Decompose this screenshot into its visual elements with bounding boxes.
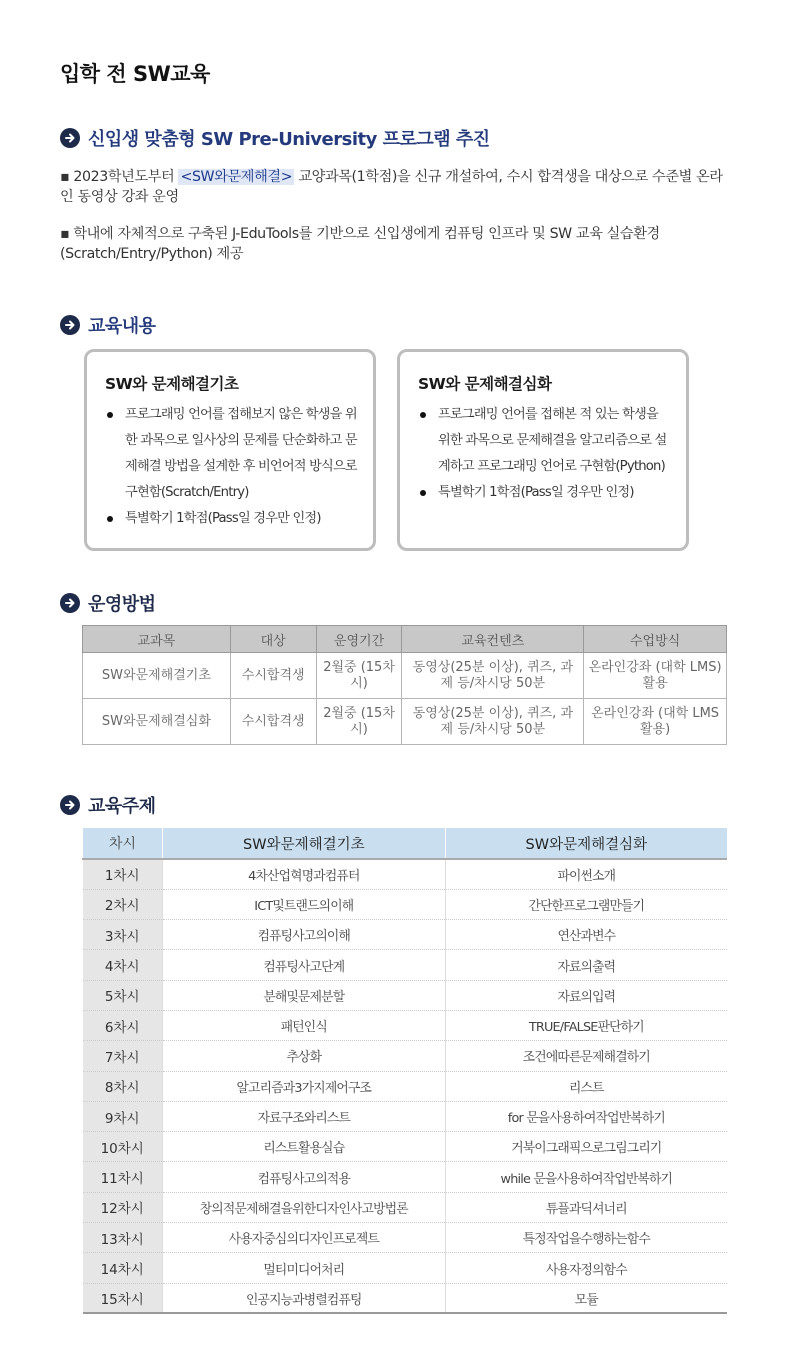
table-row [83,1223,728,1253]
operation-table [82,625,727,745]
table-row [83,1101,728,1131]
topic-cell: 간단한프로그램만들기 [445,889,727,919]
section-heading-text: 신입생 맞춤형 SW Pre-University 프로그램 추진 [88,129,490,150]
course-card-advanced [397,349,689,551]
session-cell: 6차시 [83,1010,163,1040]
table-row [83,889,728,919]
table-cell: 수시합격생 [230,653,316,699]
session-cell: 5차시 [83,980,163,1010]
topic-cell: 컴퓨팅사고단계 [162,950,445,980]
section-heading-text: 운영방법 [88,594,156,615]
session-cell: 4차시 [83,950,163,980]
table-row [83,1132,728,1162]
table-header-row [83,626,727,653]
section-heading-method [60,590,156,616]
topic-cell: 분해및문제분할 [162,980,445,1010]
topic-cell: 멀티미디어처리 [162,1253,445,1283]
header-cell: 교과목 [83,626,231,653]
header-cell: 교육컨텐츠 [402,626,584,653]
topic-cell: 4차산업혁명과컴퓨터 [162,859,445,889]
topic-cell: 컴퓨팅사고의적용 [162,1162,445,1192]
topic-cell: 거북이그래픽으로그림그리기 [445,1132,727,1162]
para1-suffix: 교양과목(1학점)을 신규 개설하여, 수시 합격생을 대상으로 수준별 온라인 동영상 강좌 운영 [60,169,723,205]
table-cell: 2월중 (15차시) [316,699,402,745]
topic-cell: 자료의출력 [445,950,727,980]
session-cell: 15차시 [83,1283,163,1313]
card-bullet: 특별학기 1학점(Pass일 경우만 인정) [105,506,359,532]
session-cell: 7차시 [83,1041,163,1071]
table-cell: 수시합격생 [230,699,316,745]
topic-cell: 사용자중심의디자인프로젝트 [162,1223,445,1253]
card-bullet-list [105,402,359,532]
table-row [83,653,727,699]
course-name-highlight: <SW와문제해결> [180,169,293,185]
table-row [83,920,728,950]
header-cell: 운영기간 [316,626,402,653]
session-cell: 8차시 [83,1071,163,1101]
topic-cell: 패턴인식 [162,1010,445,1040]
table-row [83,1010,728,1040]
topic-cell: 창의적문제해결을위한디자인사고방법론 [162,1192,445,1222]
section-heading-text: 교육내용 [88,316,156,337]
session-cell: 14차시 [83,1253,163,1283]
card-bullet: 특별학기 1학점(Pass일 경우만 인정) [418,480,672,506]
session-cell: 2차시 [83,889,163,919]
card-title: SW와 문제해결기초 [105,375,239,393]
course-card-basic [84,349,376,551]
section-heading-topics [60,792,156,818]
header-cell: SW와문제해결심화 [445,828,727,859]
topic-cell: 특정작업을수행하는함수 [445,1223,727,1253]
table-row [83,1071,728,1101]
arrow-circle-icon [60,315,80,335]
topic-cell: while 문을사용하여작업반복하기 [445,1162,727,1192]
topic-cell: 리스트 [445,1071,727,1101]
arrow-circle-icon [60,795,80,815]
topic-cell: 추상화 [162,1041,445,1071]
section-heading-text: 교육주제 [88,796,156,817]
program-paragraph-1 [60,167,730,207]
topic-cell: 사용자정의함수 [445,1253,727,1283]
topic-cell: TRUE/FALSE판단하기 [445,1010,727,1040]
card-bullet-list [418,402,672,506]
table-cell: 동영상(25분 이상), 퀴즈, 과제 등/차시당 50분 [402,699,584,745]
table-cell: SW와문제해결기초 [83,653,231,699]
program-paragraph-2: ▪ 학내에 자체적으로 구축된 J-EduTools를 기반으로 신입생에게 컴퓨팅 인프라 및 SW 교육 실습환경(Scratch/Entry/Python) 제공 [60,226,660,262]
topics-table [82,828,727,1314]
session-cell: 10차시 [83,1132,163,1162]
topic-cell: 파이썬소개 [445,859,727,889]
para1-prefix: ▪ 2023학년도부터 [60,169,179,185]
topic-cell: 조건에따른문제해결하기 [445,1041,727,1071]
arrow-circle-icon [60,128,80,148]
topic-cell: 컴퓨팅사고의이해 [162,920,445,950]
session-cell: 9차시 [83,1101,163,1131]
topic-cell: 연산과변수 [445,920,727,950]
arrow-circle-icon [60,593,80,613]
card-bullet: 프로그래밍 언어를 접해보지 않은 학생을 위한 과목으로 일사상의 문제를 단순화하고 문제해결 방법을 설계한 후 비언어적 방식으로 구현함(Scratch/Entry) [105,402,359,506]
session-cell: 1차시 [83,859,163,889]
card-title: SW와 문제해결심화 [418,375,552,393]
topic-cell: 모듈 [445,1283,727,1313]
table-cell: SW와문제해결심화 [83,699,231,745]
section-heading-program [60,125,490,151]
topic-cell: 알고리즘과3가지제어구조 [162,1071,445,1101]
header-cell: 차시 [83,828,163,859]
table-row [83,699,727,745]
header-cell: 수업방식 [584,626,727,653]
table-row [83,1041,728,1071]
session-cell: 13차시 [83,1223,163,1253]
section-heading-content [60,312,156,338]
table-row [83,859,728,889]
table-cell: 2월중 (15차시) [316,653,402,699]
table-header-row [83,828,728,859]
header-cell: 대상 [230,626,316,653]
header-cell: SW와문제해결기초 [162,828,445,859]
table-cell: 온라인강좌 (대학 LMS 활용) [584,699,727,745]
table-cell: 온라인강좌 (대학 LMS) 활용 [584,653,727,699]
table-row [83,1253,728,1283]
session-cell: 12차시 [83,1192,163,1222]
topic-cell: for 문을사용하여작업반복하기 [445,1101,727,1131]
card-bullet: 프로그래밍 언어를 접해본 적 있는 학생을 위한 과목으로 문제해결을 알고리즘으로 설계하고 프로그래밍 언어로 구현함(Python) [418,402,672,480]
topic-cell: 자료구조와리스트 [162,1101,445,1131]
topic-cell: 튜플과딕셔너리 [445,1192,727,1222]
topic-cell: 자료의입력 [445,980,727,1010]
table-row [83,980,728,1010]
topic-cell: 리스트활용실습 [162,1132,445,1162]
session-cell: 11차시 [83,1162,163,1192]
table-row [83,1162,728,1192]
topic-cell: ICT및트랜드의이해 [162,889,445,919]
topic-cell: 인공지능과병렬컴퓨팅 [162,1283,445,1313]
table-row [83,950,728,980]
table-row [83,1283,728,1313]
session-cell: 3차시 [83,920,163,950]
table-cell: 동영상(25분 이상), 퀴즈, 과제 등/차시당 50분 [402,653,584,699]
table-row [83,1192,728,1222]
page-title: 입학 전 SW교육 [60,62,210,86]
